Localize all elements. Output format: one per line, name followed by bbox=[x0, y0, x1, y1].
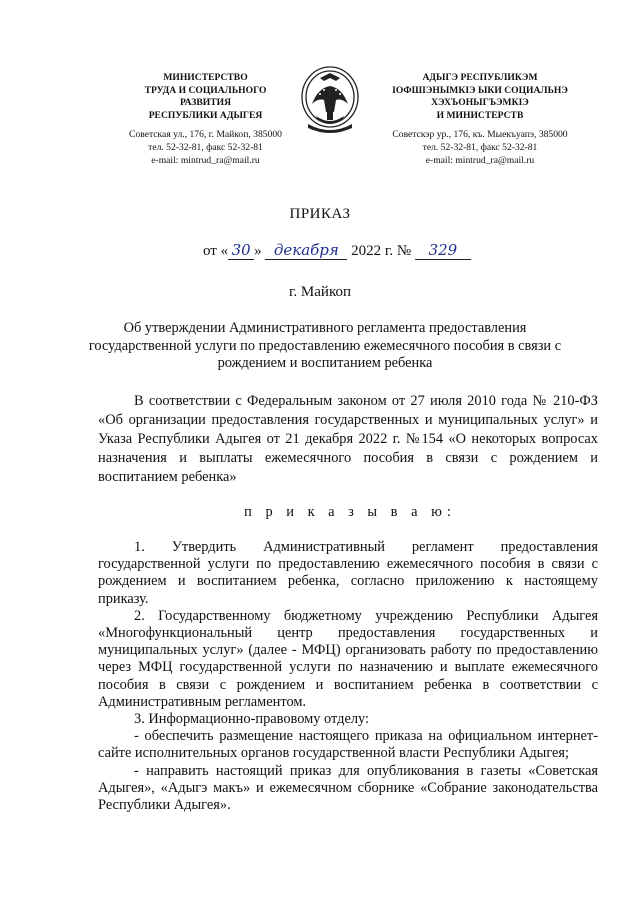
adygea-coat-of-arms-icon bbox=[298, 64, 362, 136]
document-preamble: В соответствии с Федеральным законом от 27 июля 2010 года № 210-ФЗ «Об организации предоставления государственных и муниципальных услуг» и Указа Республики Адыгея от 21 декабря 2022 г. №154 «О некоторых вопросах назначения и выплаты ежемесячного пособия в связи с рождением и воспитанием ребенка» bbox=[98, 393, 598, 485]
ministry-contacts-adyghe bbox=[380, 129, 580, 167]
order-item: 1. Утвердить Административный регламент предоставления государственной услуги по предоставлению ежемесячного пособия в связи с рождением и воспитанием ребенка, согласно приложению к настоящему приказу. bbox=[98, 539, 598, 607]
ministry-name-line: ТРУДА И СОЦИАЛЬНОГО bbox=[144, 84, 267, 96]
handwritten-order-number: 329 bbox=[415, 241, 471, 260]
ministry-name-line: АДЫГЭ РЕСПУБЛИКЭМ bbox=[422, 72, 538, 83]
document-city: г. Майкоп bbox=[288, 284, 352, 300]
document-subject: Об утверждении Административного регламента предоставления государственной услуги по предоставлению ежемесячного пособия в связи с рождением и воспитанием ребенка bbox=[88, 320, 562, 372]
ministry-name-line: И МИНИСТЕРСТВ bbox=[436, 109, 524, 121]
ministry-name-line: РАЗВИТИЯ bbox=[179, 97, 232, 109]
ministry-name-line: РЕСПУБЛИКИ АДЫГЕЯ bbox=[148, 109, 263, 121]
order-items bbox=[98, 539, 598, 814]
order-word: п р и к а з ы в а ю: bbox=[244, 504, 456, 520]
order-item: 2. Государственному бюджетному учреждению Республики Адыгея «Многофункциональный центр предоставления государственных и муниципальных услуг» (далее - МФЦ) организовать работу по предоставлению через МФЦ государственной услуги по назначению и выплате ежемесячного пособия в связи с рождением и воспитанием ребенка в соответствии с Административным регламентом. bbox=[98, 607, 598, 710]
ministry-header-russian bbox=[108, 72, 303, 167]
date-separator: » bbox=[254, 243, 262, 259]
ministry-name-line: IОФШIЭНЫМКIЭ ЫКИ СОЦИАЛЬНЭ bbox=[392, 84, 568, 96]
ministry-address: Советскэр ур., 176, къ. Мыекъуапэ, 385000 bbox=[392, 129, 568, 141]
order-item: 3. Информационно-правовому отделу: bbox=[134, 711, 370, 728]
date-year: 2022 г. № bbox=[351, 243, 412, 259]
ministry-address: Советская ул., 176, г. Майкоп, 385000 bbox=[129, 129, 282, 141]
handwritten-month: декабря bbox=[265, 241, 347, 260]
document-date-line bbox=[203, 241, 471, 260]
ministry-email: e-mail: mintrud_ra@mail.ru bbox=[425, 154, 535, 166]
ministry-phone: тел. 52-32-81, факс 52-32-81 bbox=[422, 141, 538, 153]
order-item: - направить настоящий приказ для опубликования в газеты «Советская Адыгея», «Адыгэ макъ» и ежемесячном сборнике «Собрание законодательства Республики Адыгея». bbox=[98, 762, 598, 814]
ministry-contacts bbox=[108, 129, 303, 167]
ministry-name bbox=[108, 72, 303, 122]
handwritten-day: 30 bbox=[228, 241, 254, 260]
ministry-name-line: МИНИСТЕРСТВО bbox=[163, 72, 248, 83]
ministry-name-adyghe bbox=[380, 72, 580, 122]
ministry-header-adyghe bbox=[380, 72, 580, 167]
document-title: ПРИКАЗ bbox=[289, 206, 351, 222]
ministry-email: e-mail: mintrud_ra@mail.ru bbox=[151, 154, 260, 166]
date-prefix: от « bbox=[203, 243, 229, 259]
ministry-name-line: ХЭХЪОНЫГЪЭМКIЭ bbox=[431, 97, 529, 109]
order-item: - обеспечить размещение настоящего приказа на официальном интернет-сайте исполнительных органов государственной власти Республики Адыгея; bbox=[98, 728, 598, 762]
ministry-phone: тел. 52-32-81, факс 52-32-81 bbox=[148, 141, 263, 153]
